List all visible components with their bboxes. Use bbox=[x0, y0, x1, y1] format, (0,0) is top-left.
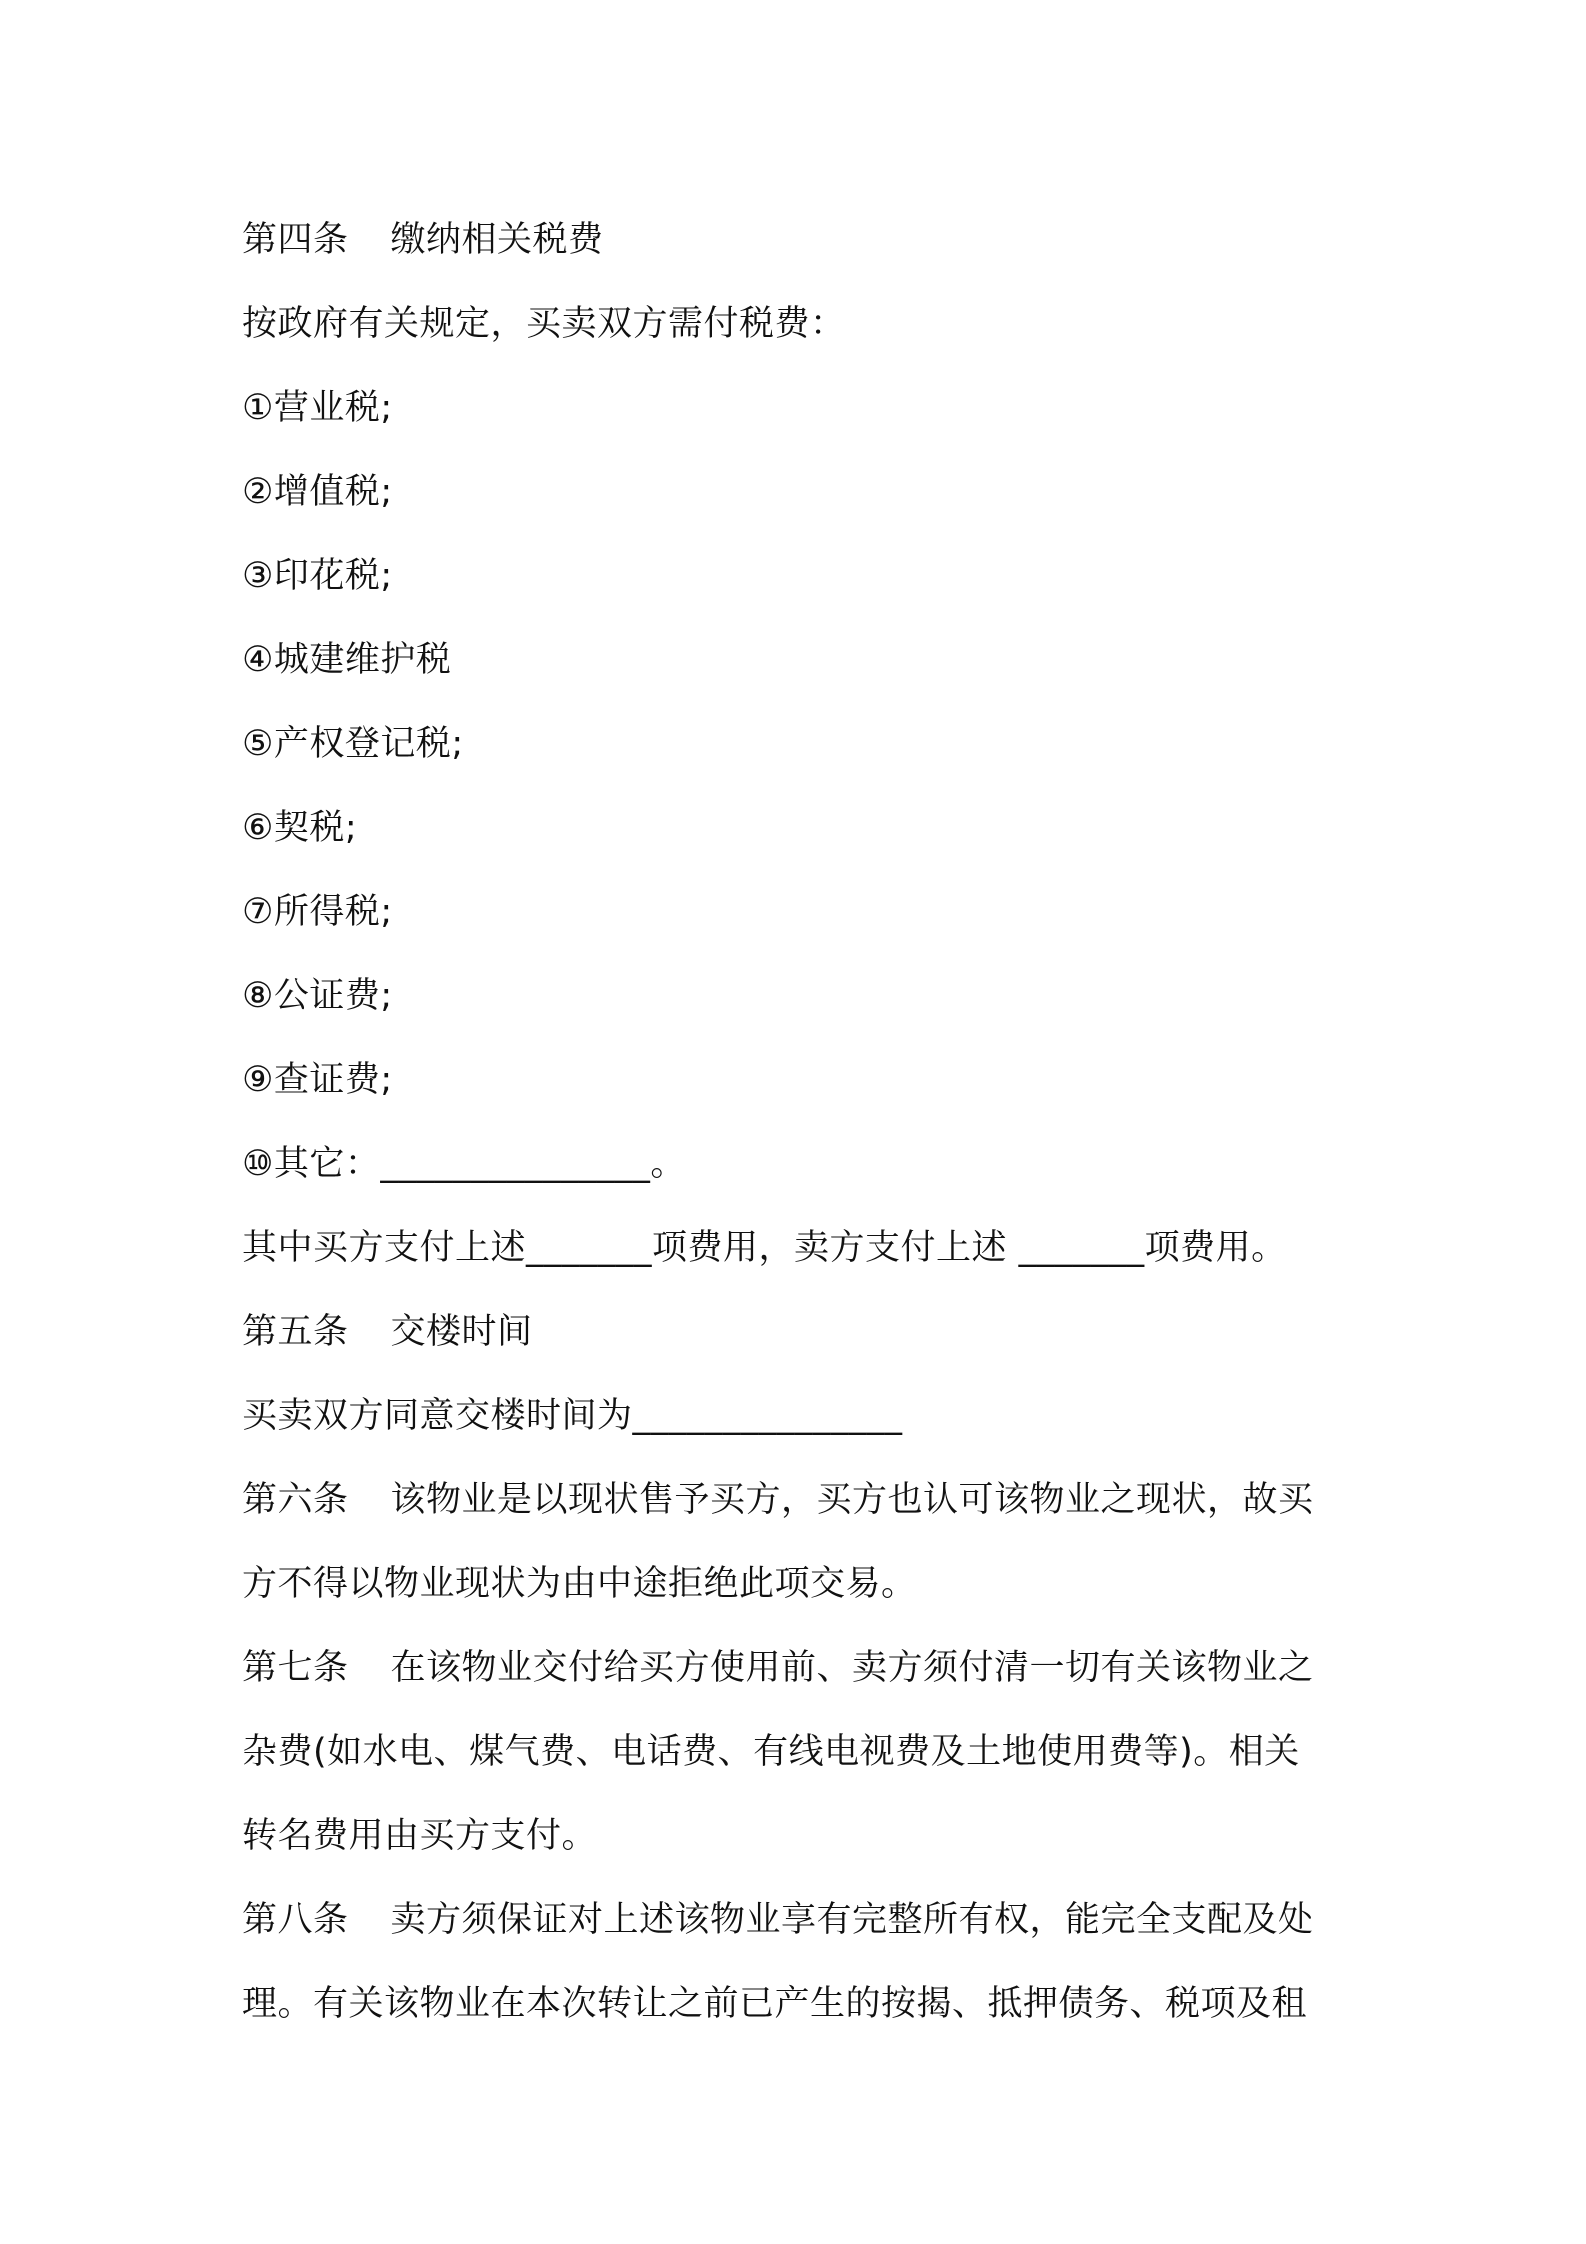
article-7-line-1 bbox=[242, 1626, 1362, 1710]
article-4-payment-line: 其中买方支付上述_______项费用，卖方支付上述 _______项费用。 bbox=[242, 1228, 1287, 1268]
tax-item-5: ⑤产权登记税; bbox=[242, 724, 464, 764]
article-6-number: 第六条 bbox=[242, 1480, 349, 1520]
tax-item-10: ⑩其它：_______________。 bbox=[242, 1144, 686, 1184]
tax-item-7: ⑦所得税; bbox=[242, 892, 393, 932]
article-8 bbox=[242, 1878, 1362, 2046]
tax-item-2: ②增值税; bbox=[242, 472, 393, 512]
article-7 bbox=[242, 1626, 1362, 1878]
article-4-title: 缴纳相关税费 bbox=[390, 220, 604, 260]
tax-item-4: ④城建维护税 bbox=[242, 640, 452, 680]
article-5-heading bbox=[242, 1290, 1362, 1374]
article-5-text: 买卖双方同意交楼时间为_______________ bbox=[242, 1396, 903, 1436]
article-8-number: 第八条 bbox=[242, 1900, 349, 1940]
document-body bbox=[242, 198, 1362, 2046]
article-8-line-1 bbox=[242, 1878, 1362, 1962]
article-4-number: 第四条 bbox=[242, 220, 349, 260]
article-7-number: 第七条 bbox=[242, 1648, 349, 1688]
article-7-text-1: 在该物业交付给买方使用前、卖方须付清一切有关该物业之 bbox=[390, 1648, 1314, 1688]
article-8-text-1: 卖方须保证对上述该物业享有完整所有权，能完全支配及处 bbox=[390, 1900, 1314, 1940]
tax-item-8: ⑧公证费; bbox=[242, 976, 393, 1016]
article-7-line-2: 杂费(如水电、煤气费、电话费、有线电视费及土地使用费等)。相关 bbox=[242, 1732, 1300, 1772]
article-4-heading bbox=[242, 198, 1362, 282]
article-6-text-1: 该物业是以现状售予买方，买方也认可该物业之现状，故买 bbox=[390, 1480, 1314, 1520]
article-6-line-1 bbox=[242, 1458, 1362, 1542]
article-5-number: 第五条 bbox=[242, 1312, 349, 1352]
article-8-line-2: 理。有关该物业在本次转让之前已产生的按揭、抵押债务、税项及租 bbox=[242, 1984, 1308, 2024]
article-7-line-3: 转名费用由买方支付。 bbox=[242, 1816, 598, 1856]
tax-item-1: ①营业税; bbox=[242, 388, 393, 428]
article-6-line-2: 方不得以物业现状为由中途拒绝此项交易。 bbox=[242, 1564, 917, 1604]
article-6 bbox=[242, 1458, 1362, 1626]
tax-item-3: ③印花税; bbox=[242, 556, 393, 596]
tax-item-9: ⑨查证费; bbox=[242, 1060, 393, 1100]
article-4-intro: 按政府有关规定，买卖双方需付税费： bbox=[242, 304, 846, 344]
tax-item-6: ⑥契税; bbox=[242, 808, 358, 848]
article-5-title: 交楼时间 bbox=[390, 1312, 533, 1352]
